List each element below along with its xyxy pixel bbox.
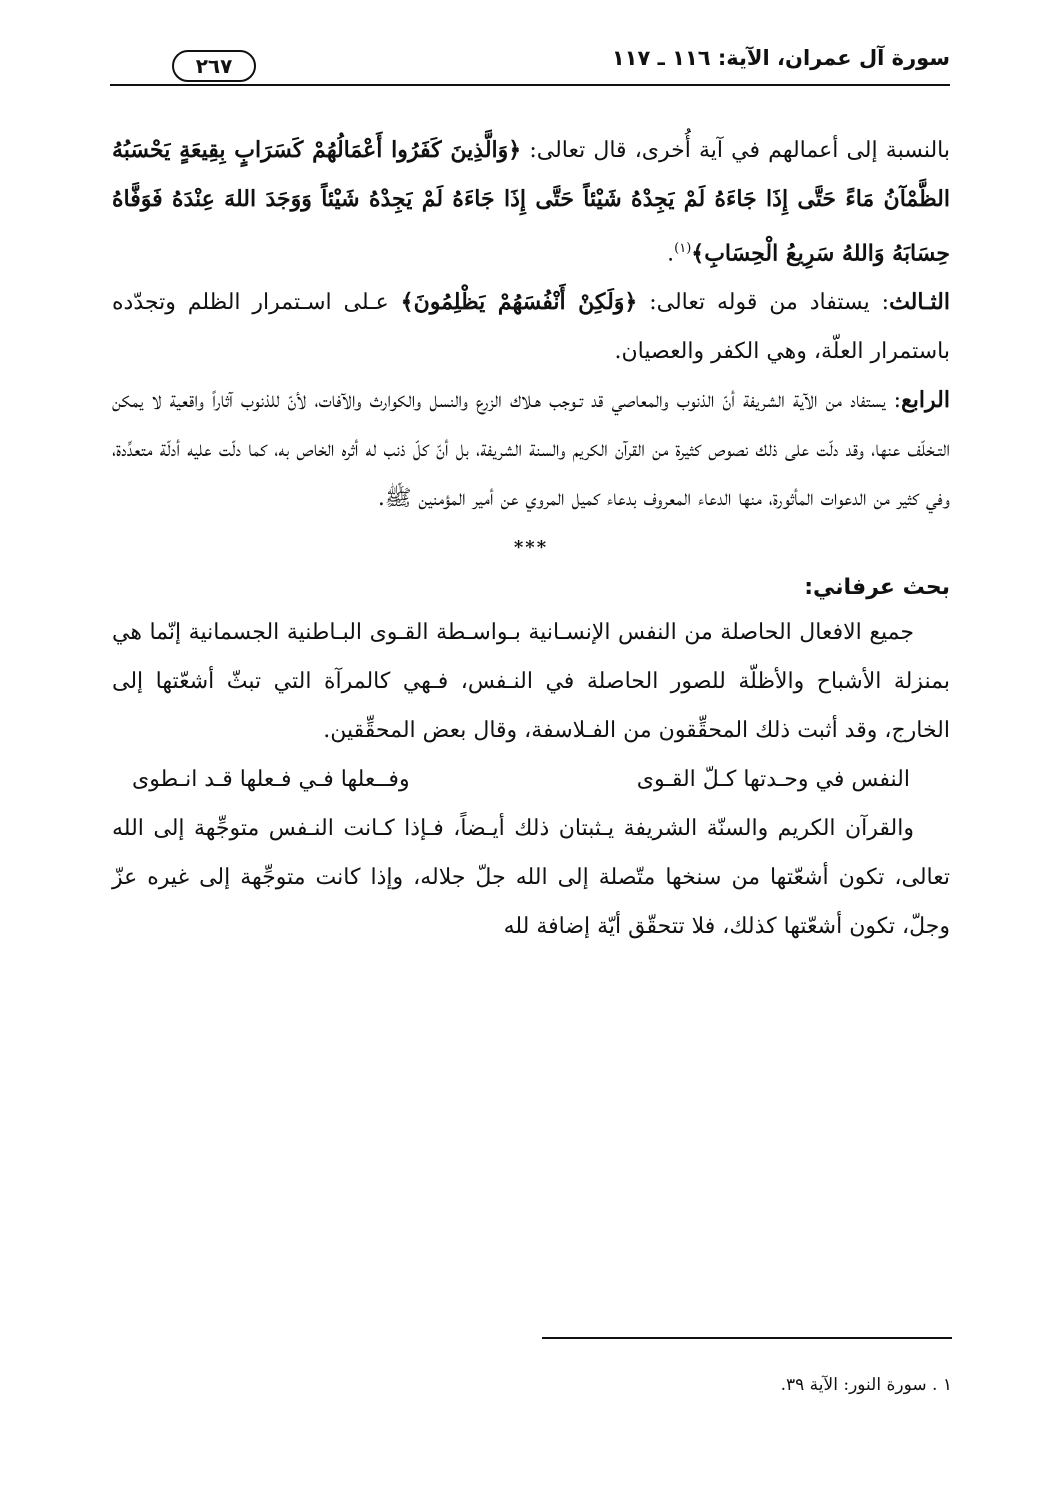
section-separator: ***	[513, 537, 549, 559]
body-text	[112, 126, 950, 951]
intro-text: بالنسبة إلى أعمالهم في آية أُخرى، قال تعالى:	[521, 138, 950, 163]
paragraph-intro	[112, 126, 950, 278]
section-paragraph-1: جميع الافعال الحاصلة من النفس الإنسـانية بـواسـطة القـوى البـاطنية الجسمانية إنّما هي بمنزلة الأشباح والأظلّة للصور الحاصلة في النـفس، فـهي كالمرآة التي تبثّ أشعّتها إلى الخارج، وقد أثبت ذلك المحقِّقون من الفـلاسفة، وقال بعض المحقِّقين.	[112, 620, 950, 744]
footnote-rule	[542, 1337, 952, 1339]
third-text-after: عـلى اسـتمرار الظلم وتجدّده باستمرار العلّة، وهي الكفر والعصيان.	[112, 290, 950, 365]
quran-verse-nur-39: ﴿وَالَّذِينَ كَفَرُوا أَعْمَالُهُمْ كَسَرَابٍ بِقِيعَةٍ يَحْسَبُهُ الظَّمْآنُ مَاءً حَتَّى إِذَا جَاءَهُ لَمْ يَجِدْهُ شَيْئاً حَتَّى إِذَا جَاءَهُ لَمْ يَجِدْهُ شَيْئاً وَوَجَدَ اللهَ عِنْدَهُ فَوَفَّاهُ حِسَابَهُ وَاللهُ سَرِيعُ الْحِسَابِ﴾	[112, 137, 950, 267]
header-title: سورة آل عمران، الآية: ١١٦ ـ ١١٧	[611, 46, 950, 70]
intro-end: .	[667, 241, 675, 267]
fourth-label: الرابع	[901, 387, 950, 414]
third-label: الثـالث	[889, 289, 950, 316]
section-paragraph-2: والقرآن الكريم والسنّة الشريفة يـثبتان ذلك أيـضاً، فـإذا كـانت النـفس متوجِّهة إلى الله تعالى، تكون أشعّتها من سنخها متّصلة إلى الله جلّ جلاله، وإذا كانت متوجِّهة إلى غيره عزّ وجلّ، تكون أشعّتها كذلك، فلا تتحقّق أيّة إضافة لله	[112, 816, 950, 940]
page-number: ٢٦٧	[172, 50, 256, 82]
poem-hemistich-right: النفس في وحـدتها كـلّ القـوى	[636, 767, 910, 793]
footnote-reference[interactable]: (١)	[674, 241, 692, 256]
paragraph-fourth-point	[112, 376, 950, 523]
footnote-1: ١ . سورة النور: الآية ٣٩.	[780, 1375, 952, 1395]
poem-verse	[112, 755, 950, 804]
fourth-text: : يستفاد من الآية الشريفة أنّ الذنوب والمعاصي قد تـوجب هـلاك الزرع والنسل والكوارث والآفات، لأنّ للذنوب آثاراً واقعية لا يمكن التـخلّف عنها، وقد دلّت على ذلك نصوص كثيرة من القرآن الكريم والسنة الشريفة، بل أنّ كلّ ذنب له أثره الخاص به، كما دلّت عليه أدلّة متعدِّدة، وفي كثير من الدعوات المأثورة، منها الدعاء المعروف بدعاء كميل المروي عن أمير المؤمنين ﷺ.	[112, 388, 950, 512]
header-rule	[110, 84, 950, 86]
third-text-before: : يستفاد من قوله تعالى:	[637, 290, 890, 316]
paragraph-third-point	[112, 278, 950, 376]
running-header	[110, 44, 950, 94]
section-heading: بحث عرفاني:	[804, 575, 950, 601]
poem-hemistich-left: وفــعلها فـي فـعلها قـد انـطوى	[132, 767, 410, 793]
quran-verse-yazlimun: ﴿وَلَكِنْ أَنْفُسَهُمْ يَظْلِمُونَ﴾	[400, 289, 638, 316]
